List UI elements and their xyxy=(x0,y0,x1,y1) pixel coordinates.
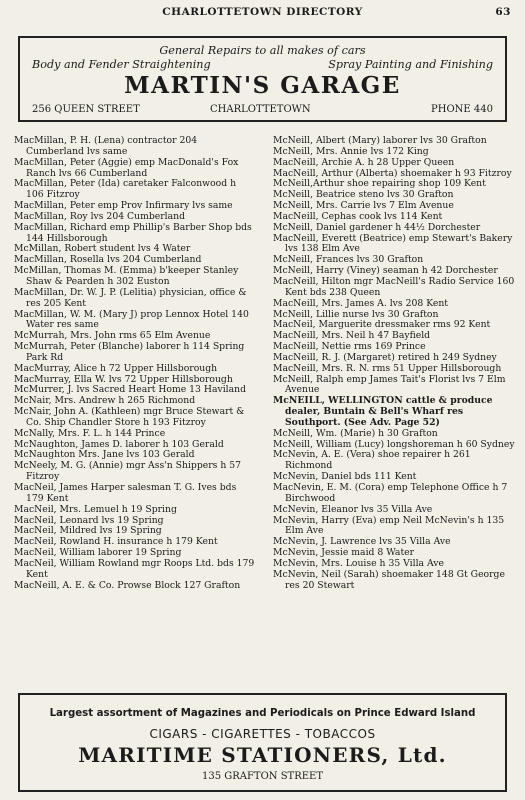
directory-entry: McNally, Mrs. F. L. h 144 Prince xyxy=(14,427,166,439)
directory-entry: McNevin, Neil (Sarah) shoemaker 148 Gt George res 20 Stewart xyxy=(273,568,505,591)
directory-entry: McNevin, Eleanor lvs 35 Villa Ave xyxy=(273,503,433,515)
directory-entry: MacMillan, Peter emp Prov Infirmary lvs same xyxy=(14,200,233,212)
directory-entry: McNevin, Mrs. Louise h 35 Villa Ave xyxy=(273,557,445,569)
directory-entry: McNeill, Mrs. Annie lvs 172 King xyxy=(273,145,429,157)
directory-entry: MacNeill, Mrs. James A. lvs 208 Kent xyxy=(273,297,449,309)
directory-entry: McMillan, Robert student lvs 4 Water xyxy=(14,243,191,255)
directory-entry: McNair, Mrs. Andrew h 265 Richmond xyxy=(14,395,196,407)
directory-entry: MacNeill, Cephas cook lvs 114 Kent xyxy=(273,210,443,222)
directory-entry: McNeill, Daniel gardener h 44½ Dorchester xyxy=(273,221,481,233)
directory-entry: McNair, John A. (Kathleen) mgr Bruce Stewart & Co. Ship Chandler Store h 193 Fitzroy xyxy=(14,406,245,428)
directory-entry: MacMillan, Dr. W. J. P. (Lelitia) physician, office & res 205 Kent xyxy=(14,286,247,309)
directory-entry: McNeill, Lillie nurse lvs 30 Grafton xyxy=(273,308,439,320)
directory-entry: McNeill, Mrs. Carrie lvs 7 Elm Avenue xyxy=(273,200,454,212)
directory-listings xyxy=(14,135,515,684)
ad-products-line: CIGARS - CIGARETTES - TOBACCOS xyxy=(149,727,376,741)
directory-entry: McMurrer, J. lvs Sacred Heart Home 13 Haviland xyxy=(14,384,246,396)
directory-entry: McNaughton, James D. laborer h 103 Gerald xyxy=(14,438,224,450)
directory-entry: MacMillan, Peter (Ida) caretaker Falconwood h 106 Fitzroy xyxy=(14,178,237,201)
directory-entry: MacMillan, Peter (Aggie) emp MacDonald's Fox Ranch lvs 66 Cumberland xyxy=(14,156,239,179)
directory-entry: MacNeil, William Rowland mgr Roops Ltd. bds 179 Kent xyxy=(14,557,255,580)
directory-entry: MacNeil, Leonard lvs 19 Spring xyxy=(14,514,164,526)
directory-entry: MacMillan, P. H. (Lena) contractor 204 Cumberland lvs same xyxy=(14,135,198,157)
directory-entry: MacNeil, Mrs. Lemuel h 19 Spring xyxy=(14,503,177,515)
ad-service-left: Body and Fender Straightening xyxy=(32,58,211,71)
directory-entry: McNevin, Jessie maid 8 Water xyxy=(273,547,415,559)
directory-entry: McNeill, William (Lucy) longshoreman h 60 Sydney xyxy=(273,438,515,450)
ad-assortment-line: Largest assortment of Magazines and Periodicals on Prince Edward Island xyxy=(49,708,476,719)
directory-entry: MacMillan, Roy lvs 204 Cumberland xyxy=(14,210,186,222)
directory-entry: MacNevin, E. M. (Cora) emp Telephone Office h 7 Birchwood xyxy=(273,482,508,504)
ad-tagline: General Repairs to all makes of cars xyxy=(159,44,366,57)
directory-entry: McNevin, A. E. (Vera) shoe repairer h 261 Richmond xyxy=(273,449,471,472)
directory-entry: MacNeill, A. E. & Co. Prowse Block 127 Grafton xyxy=(14,579,241,591)
right-column xyxy=(273,136,515,591)
ad-business-name: MARTIN'S GARAGE xyxy=(124,72,401,99)
directory-entry: McNeill, Wm. (Marie) h 30 Grafton xyxy=(273,427,438,439)
directory-entry: MacNeil, James Harper salesman T. G. Ives bds 179 Kent xyxy=(14,482,237,504)
ad-service-right: Spray Painting and Finishing xyxy=(328,58,493,71)
directory-entry: MacNeill, Archie A. h 28 Upper Queen xyxy=(273,156,455,168)
directory-title: CHARLOTTETOWN DIRECTORY xyxy=(162,6,363,18)
directory-entry: MacNeill, Mrs. Neil h 47 Bayfield xyxy=(273,330,431,342)
directory-entry: McNeill, Albert (Mary) laborer lvs 30 Grafton xyxy=(273,135,487,146)
directory-entry: MacNeill, Arthur (Alberta) shoemaker h 93 Fitzroy xyxy=(273,167,512,179)
directory-entry: MacNeill, Nettie rms 169 Prince xyxy=(273,341,426,353)
directory-entry: McNeill, Beatrice steno lvs 30 Grafton xyxy=(273,189,454,201)
directory-entry: MacMillan, W. M. (Mary J) prop Lennox Hotel 140 Water res same xyxy=(14,308,249,331)
ad-city: CHARLOTTETOWN xyxy=(210,104,311,115)
ad-address: 135 GRAFTON STREET xyxy=(201,771,324,782)
directory-entry: MacNeil, Marguerite dressmaker rms 92 Kent xyxy=(273,319,491,331)
directory-entry: MacMillan, Rosella lvs 204 Cumberland xyxy=(14,254,202,266)
directory-entry: MacNeil, Rowland H. insurance h 179 Kent xyxy=(14,536,218,548)
directory-entry: MacNeill, Mrs. R. N. rms 51 Upper Hillsborough xyxy=(273,362,502,374)
directory-entry: McNeely, M. G. (Annie) mgr Ass'n Shippers h 57 Fitzroy xyxy=(14,460,242,483)
directory-entry: McNeill, Frances lvs 30 Grafton xyxy=(273,254,424,266)
ad-contact-line xyxy=(32,104,493,118)
maritime-stationers-ad xyxy=(18,693,507,792)
directory-entry: McNevin, Daniel bds 111 Kent xyxy=(273,471,417,483)
martins-garage-ad xyxy=(18,36,507,122)
directory-entry: McMillan, Thomas M. (Emma) b'keeper Stanley Shaw & Pearden h 302 Euston xyxy=(14,265,239,287)
directory-entry: MacMillan, Richard emp Phillip's Barber Shop bds 144 Hillsborough xyxy=(14,221,252,244)
directory-entry: McNeill, Ralph emp James Tait's Florist lvs 7 Elm Avenue xyxy=(273,373,506,396)
page-number: 63 xyxy=(495,6,511,18)
directory-entry: McNEILL, WELLINGTON cattle & produce dealer, Buntain & Bell's Wharf res Southport. (See Adv. Page 52) xyxy=(273,395,493,428)
ad-phone: PHONE 440 xyxy=(431,104,493,115)
directory-entry: McMurrah, Peter (Blanche) laborer h 114 Spring Park Rd xyxy=(14,341,245,363)
directory-entry: MacMurray, Ella W. lvs 72 Upper Hillsborough xyxy=(14,373,233,385)
directory-entry: McNeill,Arthur shoe repairing shop 109 Kent xyxy=(273,178,486,190)
directory-entry: MacMurray, Alice h 72 Upper Hillsborough xyxy=(14,362,218,374)
directory-entry: MacNeill, R. J. (Margaret) retired h 249 Sydney xyxy=(273,351,497,363)
directory-entry: McNevin, J. Lawrence lvs 35 Villa Ave xyxy=(273,536,451,548)
running-header xyxy=(14,6,511,20)
directory-entry: MacNeill, Everett (Beatrice) emp Stewart's Bakery lvs 138 Elm Ave xyxy=(273,232,513,255)
directory-entry: MacNeil, William laborer 19 Spring xyxy=(14,547,182,559)
ad-business-name: MARITIME STATIONERS, Ltd. xyxy=(78,743,447,767)
directory-entry: MacNeill, Hilton mgr MacNeill's Radio Service 160 Kent bds 238 Queen xyxy=(273,275,515,298)
directory-entry: McNaughton Mrs. Jane lvs 103 Gerald xyxy=(14,449,195,461)
ad-address: 256 QUEEN STREET xyxy=(32,104,140,115)
left-column xyxy=(14,136,256,591)
directory-entry: McNevin, Harry (Eva) emp Neil McNevin's h 135 Elm Ave xyxy=(273,514,505,537)
directory-entry: McNeill, Harry (Viney) seaman h 42 Dorchester xyxy=(273,265,498,277)
directory-entry: McMurrah, Mrs. John rms 65 Elm Avenue xyxy=(14,330,211,342)
directory-entry: MacNeil, Mildred lvs 19 Spring xyxy=(14,525,162,537)
